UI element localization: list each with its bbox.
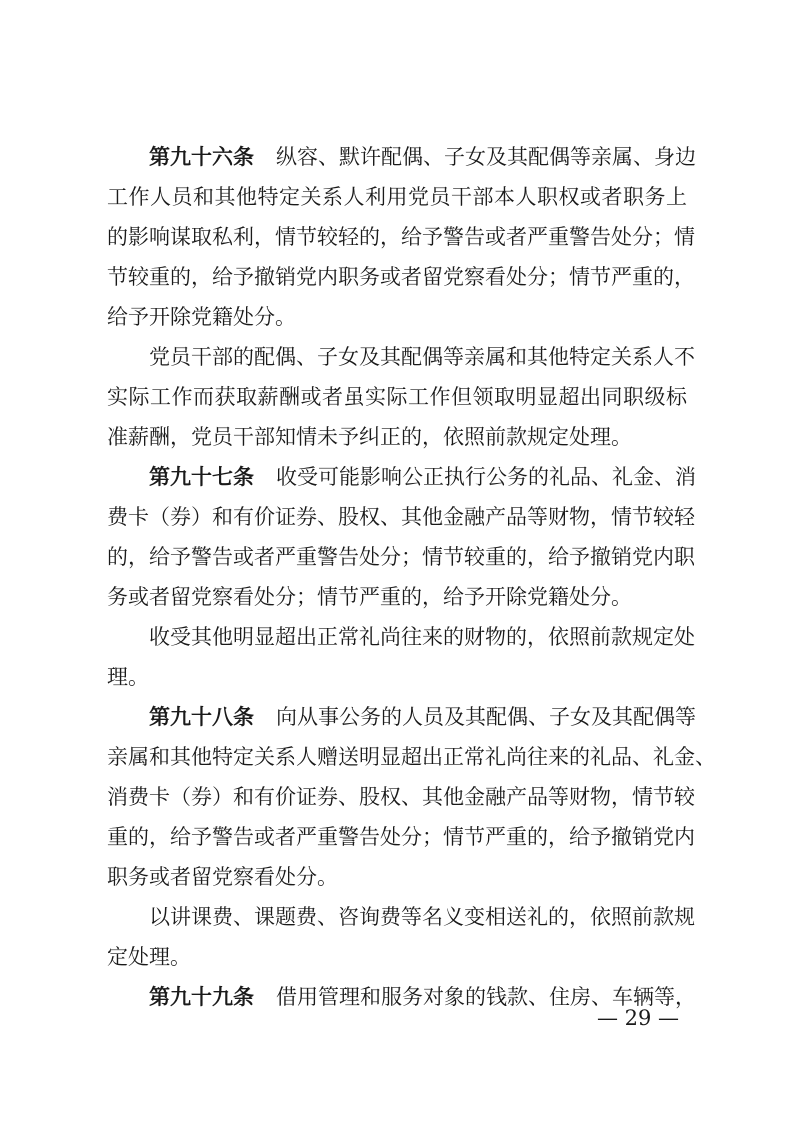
article-99-text: 借用管理和服务对象的钱款、住房、车辆等，: [276, 985, 696, 1009]
article-97-heading: 第九十七条: [149, 465, 254, 489]
article-98-text: 向从事公务的人员及其配偶、子女及其配偶等: [276, 705, 696, 729]
article-97-line-1: [149, 457, 696, 497]
article-96-line-4: 节较重的，给予撤销党内职务或者留党察看处分；情节严重的，: [107, 265, 695, 289]
paragraph-4-line-1: 收受其他明显超出正常礼尚往来的财物的，依照前款规定处: [149, 625, 695, 649]
article-98-line-1: [149, 697, 696, 737]
article-99-heading: 第九十九条: [149, 985, 254, 1009]
article-98-line-2: 亲属和其他特定关系人赠送明显超出正常礼尚往来的礼品、礼金、: [107, 745, 716, 769]
article-97-line-2: 费卡（券）和有价证券、股权、其他金融产品等财物，情节较轻: [107, 505, 695, 529]
article-96-heading: 第九十六条: [149, 145, 254, 169]
article-96-text: 纵容、默许配偶、子女及其配偶等亲属、身边: [276, 145, 696, 169]
article-96-line-5: 给予开除党籍处分。: [107, 305, 296, 329]
article-97-text: 收受可能影响公正执行公务的礼品、礼金、消: [276, 465, 696, 489]
paragraph-2-line-1: 党员干部的配偶、子女及其配偶等亲属和其他特定关系人不: [149, 345, 695, 369]
article-98-line-5: 职务或者留党察看处分。: [107, 865, 338, 889]
paragraph-2-line-2: 实际工作而获取薪酬或者虽实际工作但领取明显超出同职级标: [107, 385, 687, 409]
article-98-line-4: 重的，给予警告或者严重警告处分；情节严重的，给予撤销党内: [107, 825, 695, 849]
article-98-heading: 第九十八条: [149, 705, 254, 729]
paragraph-2-line-3: 准薪酬，党员干部知情未予纠正的，依照前款规定处理。: [107, 425, 632, 449]
article-96-line-3: 的影响谋取私利，情节较轻的，给予警告或者严重警告处分；情: [107, 225, 695, 249]
paragraph-4-line-2: 理。: [107, 665, 149, 689]
article-98-line-3: 消费卡（券）和有价证券、股权、其他金融产品等财物，情节较: [107, 785, 695, 809]
paragraph-6-line-2: 定处理。: [107, 945, 191, 969]
article-97-line-4: 务或者留党察看处分；情节严重的，给予开除党籍处分。: [107, 585, 632, 609]
article-96-line-2: 工作人员和其他特定关系人利用党员干部本人职权或者职务上: [107, 185, 687, 209]
article-96-line-1: [149, 137, 696, 177]
page-number: — 29 —: [596, 1006, 680, 1030]
paragraph-6-line-1: 以讲课费、课题费、咨询费等名义变相送礼的，依照前款规: [149, 905, 695, 929]
article-97-line-3: 的，给予警告或者严重警告处分；情节较重的，给予撤销党内职: [107, 545, 695, 569]
